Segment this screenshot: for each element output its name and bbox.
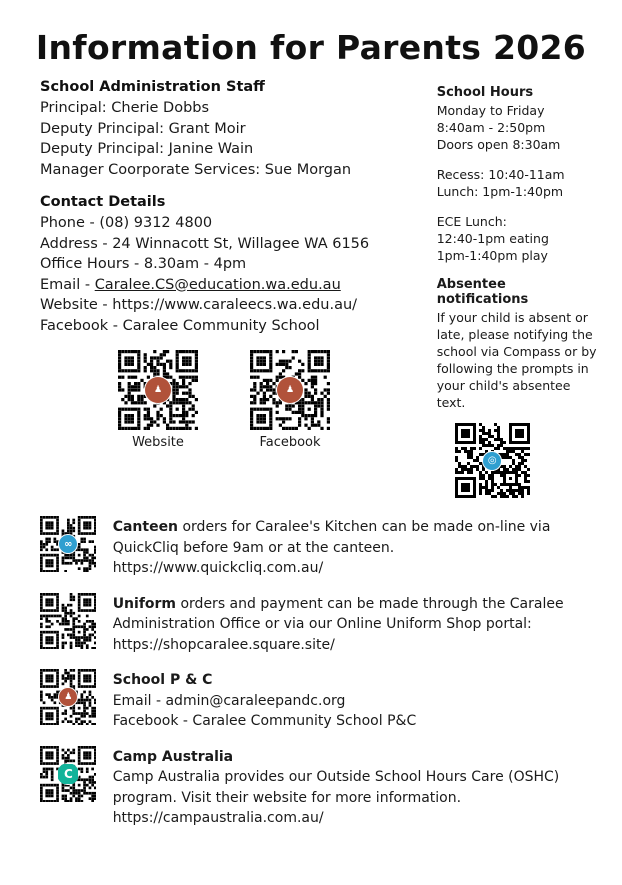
pandc-text	[113, 669, 417, 732]
absentee-heading: Absentee notifications	[436, 277, 529, 307]
contact-facebook: Facebook - Caralee Community School	[40, 317, 320, 334]
hours-doors-open: Doors open 8:30am	[436, 137, 561, 152]
ece-lunch-eating: 12:40-1pm eating	[436, 231, 549, 246]
camp-link[interactable]: https://campaustralia.com.au/	[112, 810, 324, 826]
qr-item-facebook	[250, 350, 330, 450]
ece-lunch-play: 1pm-1:40pm play	[436, 248, 548, 263]
contact-website-link[interactable]: https://www.caraleecs.wa.edu.au/	[112, 297, 358, 313]
canteen-title: Canteen	[112, 519, 179, 535]
row-canteen	[40, 516, 598, 579]
ece-lunch-heading: ECE Lunch:	[436, 214, 507, 229]
admin-line-principal: Principal: Cherie Dobbs	[40, 100, 210, 116]
website-qr-code[interactable]	[118, 350, 198, 430]
caralee-logo-icon-3: ♟	[59, 688, 77, 706]
admin-line-manager: Manager Coorporate Services: Sue Morgan	[40, 161, 352, 178]
uniform-qr-code[interactable]	[40, 593, 97, 650]
quickcliq-icon: ∞	[59, 535, 77, 553]
qr-pair	[40, 336, 429, 450]
canteen-line-2: QuickCliq before 9am or at the canteen.	[112, 539, 395, 556]
caralee-logo-icon-2: ♟	[277, 377, 303, 403]
qr-caption-facebook: Facebook	[259, 435, 321, 450]
pandc-facebook: Facebook - Caralee Community School P&C	[112, 713, 417, 729]
contact-address: Address - 24 Winnacott St, Willagee WA 6156	[40, 235, 370, 252]
camp-australia-icon: C	[58, 764, 78, 784]
uniform-title-rest: orders and payment can be made through the Caralee	[176, 595, 564, 612]
top-section	[0, 73, 622, 498]
contact-office-hours: Office Hours - 8.30am - 4pm	[40, 256, 247, 272]
hours-lunch: Lunch: 1pm-1:40pm	[436, 184, 564, 199]
left-column	[40, 79, 429, 498]
contact-heading: Contact Details	[40, 194, 166, 210]
camp-line-2: Camp Australia provides our Outside School Hours Care (OSHC)	[112, 769, 560, 785]
row-uniform	[40, 593, 598, 656]
facebook-qr-code[interactable]	[250, 350, 330, 430]
info-rows	[0, 498, 622, 829]
contact-website-row	[40, 295, 429, 316]
hours-days: Monday to Friday	[436, 103, 545, 118]
right-column	[437, 79, 600, 498]
contact-website-label: Website -	[40, 297, 113, 313]
contact-phone: Phone - (08) 9312 4800	[40, 215, 213, 231]
hours-recess: Recess: 10:40-11am	[436, 167, 565, 182]
pandc-title: School P & C	[112, 672, 213, 688]
absentee-qr-wrap	[455, 423, 600, 498]
absentee-text: If your child is absent or late, please notifying the school via Compass or by following the prompts in your child's absentee text.	[436, 310, 597, 410]
canteen-title-rest: orders for Caralee's Kitchen can be made on-line via	[178, 519, 551, 535]
row-camp-australia	[40, 746, 598, 829]
camp-title: Camp Australia	[112, 748, 234, 765]
caralee-logo-icon: ♟	[145, 377, 171, 403]
contact-email-row	[40, 275, 429, 296]
canteen-qr-code[interactable]	[40, 516, 97, 573]
pandc-qr-code[interactable]	[40, 669, 97, 726]
absentee-qr-code[interactable]	[455, 423, 530, 498]
camp-line-3: program. Visit their website for more information.	[112, 789, 462, 806]
hours-times: 8:40am - 2:50pm	[436, 120, 546, 135]
row-school-p-and-c	[40, 669, 598, 732]
canteen-text	[113, 516, 551, 579]
page-title: Information for Parents 2026	[35, 28, 587, 67]
admin-line-deputy-2: Deputy Principal: Janine Wain	[40, 141, 254, 157]
pandc-email[interactable]: Email - admin@caraleepandc.org	[112, 692, 346, 709]
contact-email-link[interactable]: Caralee.CS@education.wa.edu.au	[94, 276, 341, 293]
compass-icon: ◎	[483, 452, 501, 470]
contact-email-label: Email -	[40, 276, 95, 293]
canteen-link[interactable]: https://www.quickcliq.com.au/	[112, 560, 324, 576]
admin-heading: School Administration Staff	[40, 79, 265, 95]
admin-line-deputy-1: Deputy Principal: Grant Moir	[40, 120, 246, 137]
hours-heading: School Hours	[436, 85, 534, 100]
uniform-line-2: Administration Office or via our Online Uniform Shop portal:	[112, 616, 532, 632]
camp-australia-qr-code[interactable]	[40, 746, 97, 803]
camp-text	[113, 746, 560, 829]
uniform-title: Uniform	[112, 595, 177, 612]
uniform-text	[113, 593, 564, 656]
uniform-link[interactable]: https://shopcaralee.square.site/	[112, 636, 335, 653]
qr-item-website	[118, 350, 198, 450]
qr-caption-website: Website	[132, 435, 184, 450]
